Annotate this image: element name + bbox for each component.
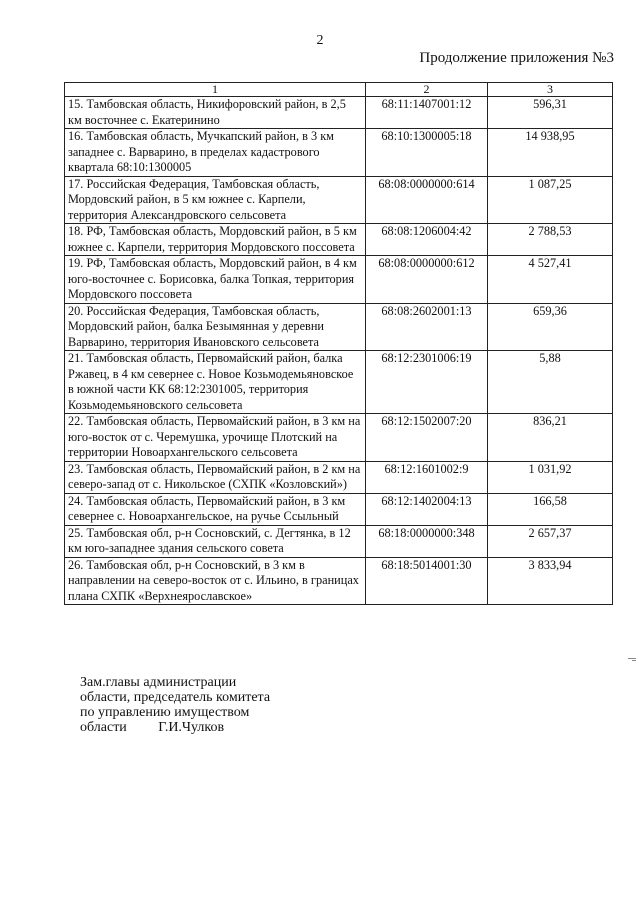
plot-description: 17. Российская Федерация, Тамбовская область, Мордовский район, в 5 км южнее с. Карпели, территория Александровского сельсовета: [65, 176, 366, 224]
plot-description: 20. Российская Федерация, Тамбовская область, Мордовский район, балка Безымянная у деревни Варварино, территория Ивановского сельсовета: [65, 303, 366, 351]
cadastral-number: 68:18:0000000:348: [366, 525, 488, 557]
plot-area: 5,88: [488, 351, 613, 414]
table-row: [65, 97, 613, 129]
plot-area: 4 527,41: [488, 256, 613, 304]
table-row: [65, 557, 613, 605]
column-header-1: 1: [65, 83, 366, 97]
plot-description: 21. Тамбовская область, Первомайский район, балка Ржавец, в 4 км севернее с. Новое Козьмодемьяновское в южной части КК 68:12:2301005, территория Козьмодемьяновского сельсовета: [65, 351, 366, 414]
cadastral-number: 68:18:5014001:30: [366, 557, 488, 605]
continuation-title: Продолжение приложения №3: [419, 50, 614, 66]
column-header-2: 2: [366, 83, 488, 97]
signature-position-line: по управлению имуществом: [80, 705, 250, 720]
plot-description: 24. Тамбовская область, Первомайский район, в 3 км севернее с. Новоархангельское, на ручье Ссыльный: [65, 493, 366, 525]
table-row: [65, 256, 613, 304]
signature-position-line: Зам.главы администрации: [80, 675, 237, 690]
plot-description: 26. Тамбовская обл, р-н Сосновский, в 3 км в направлении на северо-восток от с. Ильино, в границах плана СХПК «Верхнеярославское»: [65, 557, 366, 605]
signature-block: [80, 675, 270, 735]
plot-description: 25. Тамбовская обл, р-н Сосновский, с. Дегтянка, в 12 км юго-западнее здания сельского совета: [65, 525, 366, 557]
plot-description: 19. РФ, Тамбовская область, Мордовский район, в 4 км юго-восточнее с. Борисовка, балка Топкая, территория Мордовского поссовета: [65, 256, 366, 304]
plot-description: 23. Тамбовская область, Первомайский район, в 2 км на северо-запад от с. Никольское (СХПК «Козловский»): [65, 461, 366, 493]
plot-description: 15. Тамбовская область, Никифоровский район, в 2,5 км восточнее с. Екатеринино: [65, 97, 366, 129]
plot-description: 16. Тамбовская область, Мучкапский район, в 3 км западнее с. Варварино, в пределах кадастрового квартала 68:10:1300005: [65, 129, 366, 177]
table-row: [65, 129, 613, 177]
cadastral-number: 68:12:2301006:19: [366, 351, 488, 414]
scan-artifact: [632, 660, 636, 661]
cadastral-number: 68:08:0000000:614: [366, 176, 488, 224]
cadastral-number: 68:08:1206004:42: [366, 224, 488, 256]
signature-position-line: области, председатель комитета: [80, 690, 271, 705]
plot-area: 596,31: [488, 97, 613, 129]
column-header-3: 3: [488, 83, 613, 97]
cadastral-number: 68:10:1300005:18: [366, 129, 488, 177]
land-plots-table: [64, 82, 613, 605]
table-row: [65, 525, 613, 557]
table-row: [65, 224, 613, 256]
cadastral-number: 68:12:1601002:9: [366, 461, 488, 493]
table-row: [65, 176, 613, 224]
cadastral-number: 68:12:1502007:20: [366, 414, 488, 462]
cadastral-number: 68:11:1407001:12: [366, 97, 488, 129]
plot-area: 3 833,94: [488, 557, 613, 605]
plot-area: 2 788,53: [488, 224, 613, 256]
plot-area: 2 657,37: [488, 525, 613, 557]
table-row: [65, 493, 613, 525]
plot-area: 1 031,92: [488, 461, 613, 493]
table-header-row: [65, 83, 613, 97]
page-number: 2: [316, 33, 324, 48]
table-row: [65, 303, 613, 351]
plot-area: 659,36: [488, 303, 613, 351]
cadastral-number: 68:08:0000000:612: [366, 256, 488, 304]
plot-description: 18. РФ, Тамбовская область, Мордовский район, в 5 км южнее с. Карпели, территория Мордовского поссовета: [65, 224, 366, 256]
table-row: [65, 414, 613, 462]
cadastral-number: 68:08:2602001:13: [366, 303, 488, 351]
scan-artifact: [628, 658, 636, 659]
plot-area: 14 938,95: [488, 129, 613, 177]
plot-description: 22. Тамбовская область, Первомайский район, в 3 км на юго-восток от с. Черемушка, урочище Плотский на территории Новоархангельского сельсовета: [65, 414, 366, 462]
table-row: [65, 461, 613, 493]
signature-name-line: области Г.И.Чулков: [80, 720, 225, 735]
table-row: [65, 351, 613, 414]
plot-area: 166,58: [488, 493, 613, 525]
plot-area: 1 087,25: [488, 176, 613, 224]
cadastral-number: 68:12:1402004:13: [366, 493, 488, 525]
plot-area: 836,21: [488, 414, 613, 462]
